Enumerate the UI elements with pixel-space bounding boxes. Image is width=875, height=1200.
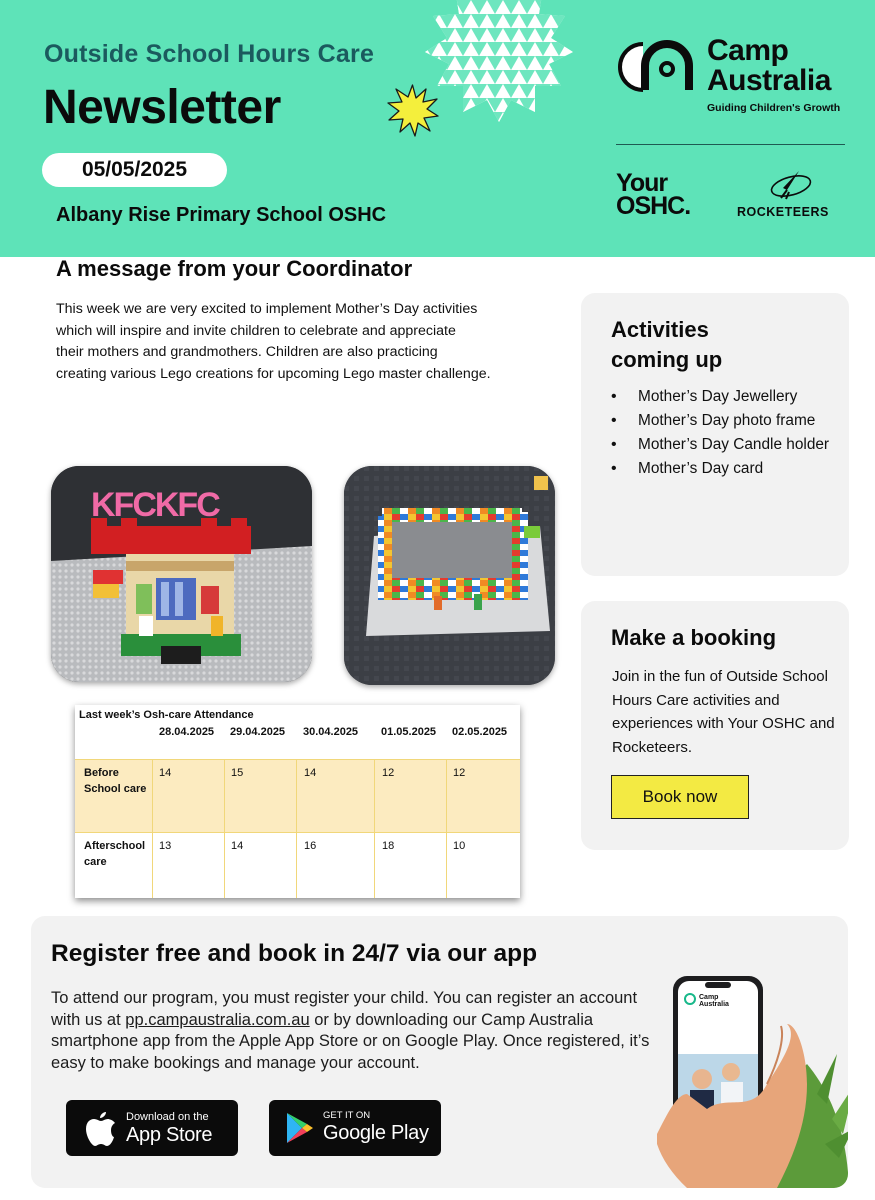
list-item: • Mother’s Day card: [611, 457, 841, 481]
booking-title: Make a booking: [611, 625, 777, 650]
row-label-line1: Afterschool: [84, 840, 146, 852]
brand-tagline: Guiding Children's Growth: [707, 102, 841, 114]
coordinator-message-line: their mothers and grandmothers. Children are also practicing: [56, 344, 438, 360]
table-cell: 14: [159, 767, 172, 779]
your-oshc-line1: Your: [616, 169, 668, 197]
rocketeers-logo: [737, 168, 849, 222]
rocketeers-wordmark: ROCKETEERS: [737, 205, 829, 219]
register-section: [31, 916, 848, 1188]
rocket-icon: [767, 168, 815, 202]
table-cell: 16: [304, 840, 317, 852]
table-cell: 15: [231, 767, 244, 779]
list-item: • Mother’s Day photo frame: [611, 409, 841, 433]
brand-name-line2: Australia: [707, 64, 831, 97]
camp-australia-mark-icon: [612, 38, 702, 96]
attendance-table-title: Last week’s Osh-care Attendance: [79, 709, 254, 721]
activities-title: [611, 315, 722, 375]
activities-list: [611, 385, 841, 481]
row-label-line2: care: [84, 856, 107, 868]
lego-kfc-photo: [51, 466, 312, 682]
table-cell: 14: [304, 767, 317, 779]
register-title: Register free and book in 24/7 via our app: [51, 940, 538, 967]
column-header-date: 29.04.2025: [230, 726, 286, 738]
column-header-date: 28.04.2025: [159, 726, 215, 738]
camp-australia-logo: [612, 36, 852, 126]
activities-title-line1: Activities: [611, 317, 709, 342]
lego-kfc-illustration: [51, 466, 312, 682]
phone-in-hand-illustration: [657, 944, 848, 1188]
register-body-text: or by downloading our Camp Australia smartphone app from the Apple App Store or on Google Play. Once registered, it’s easy to make bookings and manage your account.: [51, 1010, 650, 1072]
column-header-date: 02.05.2025: [452, 726, 508, 738]
header-divider: [616, 144, 845, 145]
list-item: • Mother’s Day Candle holder: [611, 433, 841, 457]
booking-card: [581, 601, 849, 850]
booking-body: Join in the fun of Outside School Hours Care activities and experiences with Your OSHC and Rocketeers.: [612, 668, 835, 756]
book-now-button[interactable]: Book now: [611, 775, 749, 819]
lego-wall-photo: [344, 466, 555, 685]
decorative-triangle-star-icon: [415, 0, 583, 122]
app-store-button[interactable]: [66, 1100, 238, 1156]
phone-brand-line1: Camp: [699, 994, 719, 1001]
camp-australia-name: [707, 36, 831, 96]
column-header-date: 01.05.2025: [381, 726, 437, 738]
register-body: [51, 988, 651, 1074]
apple-icon: [84, 1110, 118, 1148]
google-play-button[interactable]: [269, 1100, 441, 1156]
activities-card: [581, 293, 849, 576]
list-item: • Mother’s Day Jewellery: [611, 385, 841, 409]
app-store-big-text: App Store: [126, 1124, 213, 1146]
coordinator-message-title: A message from your Coordinator: [56, 256, 413, 281]
attendance-table: [75, 705, 520, 898]
coordinator-message-line: creating various Lego creations for upcoming Lego master challenge.: [56, 365, 491, 382]
lego-letters-text: KFCKFC: [91, 486, 219, 524]
newsletter-title: Newsletter: [43, 81, 281, 134]
your-oshc-logo: [616, 169, 691, 220]
table-cell: 13: [159, 840, 172, 852]
register-body-text: To attend our program, you must register your child. You can register an account with us at: [51, 989, 638, 1029]
decorative-sun-star-icon: [385, 83, 440, 138]
column-header-date: 30.04.2025: [303, 726, 359, 738]
coordinator-message-line: which will inspire and invite children to celebrate and appreciate: [56, 322, 456, 339]
coordinator-message-body: [56, 299, 526, 385]
header-subtitle: Outside School Hours Care: [44, 40, 375, 68]
table-cell: 18: [382, 840, 395, 852]
row-label-line2: School care: [84, 783, 147, 795]
google-play-icon: [285, 1112, 315, 1144]
table-cell: 14: [231, 840, 244, 852]
newsletter-header: [0, 0, 875, 257]
registration-link[interactable]: pp.campaustralia.com.au: [125, 1010, 310, 1029]
activities-title-line2: coming up: [611, 347, 723, 372]
row-label-line1: Before: [84, 767, 119, 779]
school-name: Albany Rise Primary School OSHC: [56, 204, 387, 226]
google-play-small-text: GET IT ON: [323, 1110, 371, 1121]
your-oshc-line2: OSHC.: [616, 192, 691, 220]
phone-brand-line2: Australia: [699, 1001, 729, 1008]
brand-name-line1: Camp: [707, 34, 789, 67]
app-store-small-text: Download on the: [126, 1111, 209, 1123]
table-cell: 10: [453, 840, 466, 852]
table-cell: 12: [453, 767, 466, 779]
coordinator-message-line: This week we are very excited to implement Mother’s Day activities: [56, 301, 478, 317]
google-play-big-text: Google Play: [323, 1122, 429, 1144]
newsletter-date: 05/05/2025: [42, 153, 227, 187]
table-cell: 12: [382, 767, 395, 779]
lego-wall-illustration: [344, 466, 555, 685]
attendance-header-row: [75, 705, 520, 898]
